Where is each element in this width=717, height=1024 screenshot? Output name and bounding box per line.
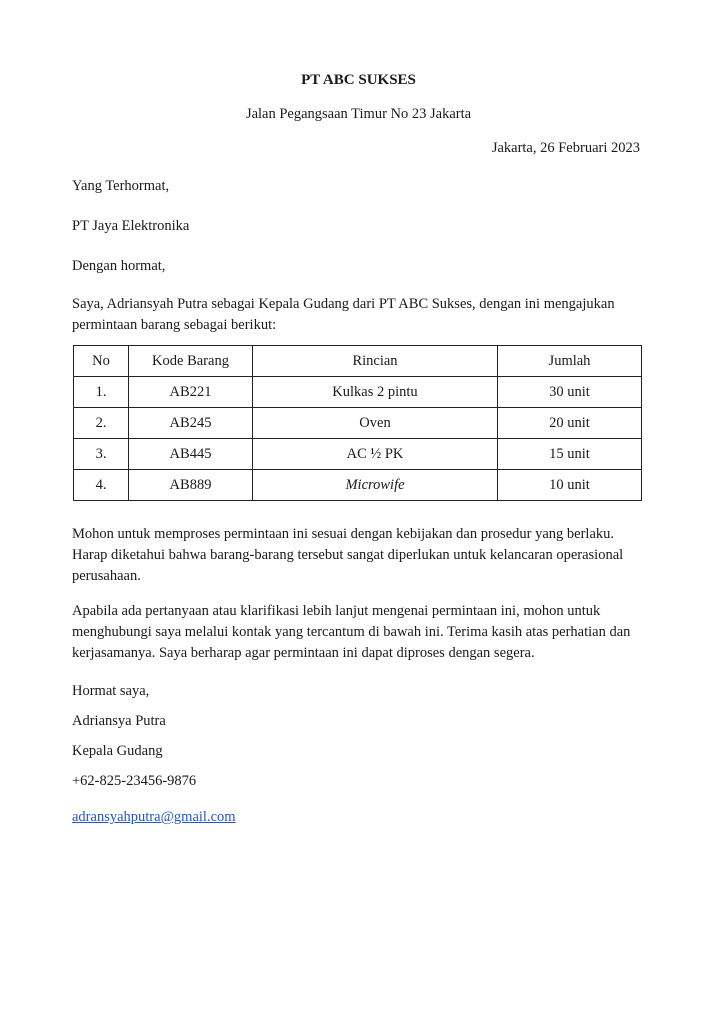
company-name: PT ABC SUKSES [301,72,416,88]
cell-jumlah: 20 unit [498,408,642,439]
cell-rincian: AC ½ PK [253,439,498,470]
intro-paragraph: Saya, Adriansyah Putra sebagai Kepala Gudang dari PT ABC Sukses, dengan ini mengajukan permintaan barang sebagai berikut: [72,296,615,333]
cell-rincian: Kulkas 2 pintu [253,377,498,408]
header-no: No [74,346,129,377]
closing-paragraph-2: Apabila ada pertanyaan atau klarifikasi lebih lanjut mengenai permintaan ini, mohon untuk menghubungi saya melalui kontak yang tercantum di bawah ini. Terima kasih atas perhatian dan kerjasamanya. Saya berharap agar permintaan ini dapat diproses dengan segera. [72,603,631,661]
letter-date: Jakarta, 26 Februari 2023 [491,140,640,156]
header-jumlah: Jumlah [498,346,642,377]
cell-no: 2. [74,408,129,439]
recipient-greeting: Yang Terhormat, [72,178,170,194]
cell-no: 1. [74,377,129,408]
request-items-table [73,345,642,501]
cell-kode: AB445 [129,439,253,470]
salutation: Dengan hormat, [72,258,166,274]
table-row [74,439,642,470]
header-kode-barang: Kode Barang [129,346,253,377]
cell-kode: AB221 [129,377,253,408]
signature-regards: Hormat saya, [72,683,150,699]
cell-jumlah: 15 unit [498,439,642,470]
cell-no: 4. [74,470,129,501]
cell-kode: AB889 [129,470,253,501]
cell-jumlah: 30 unit [498,377,642,408]
cell-rincian: Microwife [253,470,498,501]
cell-kode: AB245 [129,408,253,439]
cell-no: 3. [74,439,129,470]
signature-name: Adriansya Putra [72,713,166,729]
cell-rincian: Oven [253,408,498,439]
recipient-company: PT Jaya Elektronika [72,218,190,234]
header-rincian: Rincian [253,346,498,377]
table-row [74,377,642,408]
table-row [74,408,642,439]
company-address: Jalan Pegangsaan Timur No 23 Jakarta [245,106,472,122]
signature-title: Kepala Gudang [72,743,163,759]
signature-phone: +62-825-23456-9876 [72,773,197,789]
cell-jumlah: 10 unit [498,470,642,501]
signature-email-link[interactable]: adransyahputra@gmail.com [72,809,236,825]
table-header-row [74,346,642,377]
closing-paragraph-1: Mohon untuk memproses permintaan ini sesuai dengan kebijakan dan prosedur yang berlaku. Harap diketahui bahwa barang-barang tersebut sangat diperlukan untuk kelancaran operasional perusahaan. [72,526,624,584]
table-row [74,470,642,501]
